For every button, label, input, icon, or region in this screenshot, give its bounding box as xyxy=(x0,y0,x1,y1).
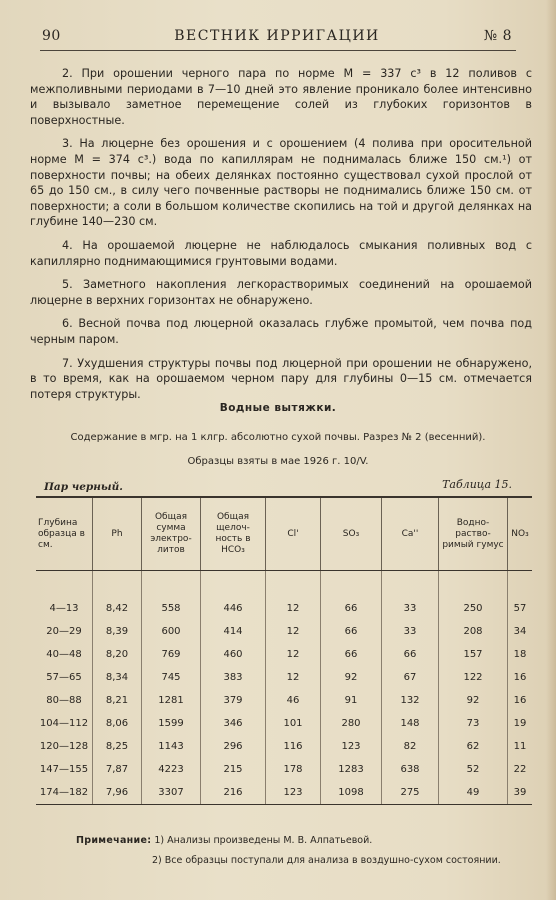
col-ca: Ca'' xyxy=(382,497,439,571)
table-cell: 216 xyxy=(201,781,266,805)
paragraph-6: 6. Весной почва под люцерной оказалась глубже промытой, чем почва под черным паром. xyxy=(30,317,532,346)
table-cell: 8,06 xyxy=(93,712,142,735)
header-rule xyxy=(40,50,516,51)
table-row xyxy=(36,620,532,643)
table-row xyxy=(36,758,532,781)
table-cell: 379 xyxy=(201,689,266,712)
page-edge-shadow xyxy=(546,0,556,900)
table-cell: 1098 xyxy=(321,781,382,805)
table-cell: 66 xyxy=(321,597,382,620)
table-cell: 20—29 xyxy=(46,626,82,637)
table-row xyxy=(36,735,532,758)
table-cell: 600 xyxy=(142,620,201,643)
page-number: 90 xyxy=(42,28,61,44)
table-row xyxy=(36,597,532,620)
table-cell: 123 xyxy=(266,781,321,805)
col-no3: NO₃ xyxy=(508,497,533,571)
col-humus: Водно-раство-римый гумус xyxy=(439,497,508,571)
table-cell: 12 xyxy=(266,666,321,689)
table-row xyxy=(36,781,532,805)
table-cell: 8,25 xyxy=(93,735,142,758)
table-cell: 12 xyxy=(266,643,321,666)
table-cell: 67 xyxy=(382,666,439,689)
table-cell: 7,96 xyxy=(93,781,142,805)
paragraph-4: 4. На орошаемой люцерне не наблюдалось смыкания поливных вод с капиллярно поднимающимися грунтовыми водами. xyxy=(30,238,532,268)
table-cell: 33 xyxy=(382,597,439,620)
table-row xyxy=(36,712,532,735)
col-ph: Ph xyxy=(93,497,142,571)
table-cell: 16 xyxy=(508,689,533,712)
table-cell: 66 xyxy=(321,643,382,666)
table-cell: 57—65 xyxy=(46,672,82,683)
plot-label: Пар черный. xyxy=(44,481,123,493)
table-cell: 446 xyxy=(201,597,266,620)
table-body xyxy=(36,571,532,805)
table-cell: 34 xyxy=(508,620,533,643)
issue-number: № 8 xyxy=(483,28,512,44)
table-cell: 19 xyxy=(508,712,533,735)
table-cell: 92 xyxy=(439,689,508,712)
table-spacer-row xyxy=(36,571,532,598)
table-cell: 73 xyxy=(439,712,508,735)
table-cell: 4223 xyxy=(142,758,201,781)
table-cell: 39 xyxy=(508,781,533,805)
col-so3: SO₃ xyxy=(321,497,382,571)
section-title: Водные вытяжки. xyxy=(219,402,337,414)
table-cell: 116 xyxy=(266,735,321,758)
table-cell: 8,39 xyxy=(93,620,142,643)
table-cell: 12 xyxy=(266,620,321,643)
table-cell: 250 xyxy=(439,597,508,620)
table-cell: 8,34 xyxy=(93,666,142,689)
table-cell: 745 xyxy=(142,666,201,689)
table-cell: 33 xyxy=(382,620,439,643)
col-cl: Cl' xyxy=(266,497,321,571)
table-caption: Содержание в мгр. на 1 клгр. абсолютно сухой почвы. Разрез № 2 (весенний). xyxy=(70,432,486,443)
table-cell: 174—182 xyxy=(36,781,93,805)
table-cell: 18 xyxy=(508,643,533,666)
table-cell: 12 xyxy=(266,597,321,620)
table-cell: 11 xyxy=(508,735,533,758)
table-cell: 1143 xyxy=(142,735,201,758)
table-cell: 82 xyxy=(382,735,439,758)
table-cell: 8,42 xyxy=(93,597,142,620)
table-cell: 8,21 xyxy=(93,689,142,712)
water-extract-table xyxy=(36,496,532,805)
table-cell: 120—128 xyxy=(39,741,89,752)
table-cell: 296 xyxy=(201,735,266,758)
paragraph-5: 5. Заметного накопления легкорастворимых соединений на орошаемой люцерне в верхних горизонтах не обнаружено. xyxy=(30,278,532,307)
paragraph-3: 3. На люцерне без орошения и с орошением (4 полива при оросительной норме М = 374 с³.) вода по капиллярам не поднималась ближе 150 см.¹) от поверхности почвы; на обеих делянках постоянно существовал сухой прослой от 65 до 150 см., в силу чего почвенные растворы не поднимались ближе 150 см. от поверхности; а соли в большом количестве скопились на той и другой делянках на глубине 140—230 см. xyxy=(30,137,532,229)
table-cell: 92 xyxy=(321,666,382,689)
footnotes xyxy=(76,831,501,871)
table-cell: 383 xyxy=(201,666,266,689)
table-cell: 558 xyxy=(142,597,201,620)
table-cell: 7,87 xyxy=(93,758,142,781)
table-number: Таблица 15. xyxy=(442,478,512,491)
table-cell: 22 xyxy=(508,758,533,781)
table-cell: 91 xyxy=(321,689,382,712)
paragraph-2: 2. При орошении черного пара по норме М = 337 с³ в 12 поливов с межполивными периодами в 7—10 дней это явление проникало более интенсивно и вызывало заметное перемещение солей из глубоких горизонтов в поверхностные. xyxy=(30,67,532,127)
paragraph-7: 7. Ухудшения структуры почвы под люцерной при орошении не обнаружено, в то время, как на орошаемом черном пару для глубины 0—15 см. отмечается потеря структуры. xyxy=(30,356,532,401)
table-cell: 148 xyxy=(382,712,439,735)
table-cell: 101 xyxy=(266,712,321,735)
table-cell: 414 xyxy=(201,620,266,643)
footnote-1: 1) Анализы произведены М. В. Алпатьевой. xyxy=(154,835,373,846)
table-cell: 1283 xyxy=(321,758,382,781)
table-cell: 62 xyxy=(439,735,508,758)
table-cell: 66 xyxy=(382,643,439,666)
table-cell: 104—112 xyxy=(39,718,89,729)
col-alkalinity: Общая щелоч-ность в HCO₃ xyxy=(201,497,266,571)
table-cell: 66 xyxy=(321,620,382,643)
notes-label: Примечание: xyxy=(76,835,152,846)
table-cell: 346 xyxy=(201,712,266,735)
table-cell: 275 xyxy=(382,781,439,805)
table-cell: 40—48 xyxy=(46,649,82,660)
table-cell: 157 xyxy=(439,643,508,666)
table-row xyxy=(36,689,532,712)
table-cell: 52 xyxy=(439,758,508,781)
table-cell: 4—13 xyxy=(49,603,79,614)
table-cell: 8,20 xyxy=(93,643,142,666)
table-cell: 147—155 xyxy=(39,764,89,775)
col-electrolytes: Общая сумма электро-литов xyxy=(142,497,201,571)
table-cell: 3307 xyxy=(142,781,201,805)
table-cell: 123 xyxy=(321,735,382,758)
conclusions-text xyxy=(30,66,532,410)
table-cell: 46 xyxy=(266,689,321,712)
table-cell: 132 xyxy=(382,689,439,712)
table-cell: 49 xyxy=(439,781,508,805)
table-cell: 769 xyxy=(142,643,201,666)
table-cell: 280 xyxy=(321,712,382,735)
table-row xyxy=(36,666,532,689)
table-cell: 638 xyxy=(382,758,439,781)
table-cell: 208 xyxy=(439,620,508,643)
col-depth: Глубина образца в см. xyxy=(36,497,93,571)
table-cell: 1281 xyxy=(142,689,201,712)
footnote-2: 2) Все образцы поступали для анализа в воздушно-сухом состоянии. xyxy=(152,855,501,866)
sample-date: Образцы взяты в мае 1926 г. 10/V. xyxy=(187,456,369,467)
table-cell: 178 xyxy=(266,758,321,781)
journal-title: ВЕСТНИК ИРРИГАЦИИ xyxy=(174,28,380,44)
table-cell: 16 xyxy=(508,666,533,689)
table-cell: 57 xyxy=(508,597,533,620)
table-cell: 122 xyxy=(439,666,508,689)
table-header-row xyxy=(36,497,532,571)
running-header xyxy=(42,28,512,48)
table-cell: 1599 xyxy=(142,712,201,735)
table-cell: 215 xyxy=(201,758,266,781)
table-cell: 80—88 xyxy=(46,695,82,706)
table-row xyxy=(36,643,532,666)
table-cell: 460 xyxy=(201,643,266,666)
